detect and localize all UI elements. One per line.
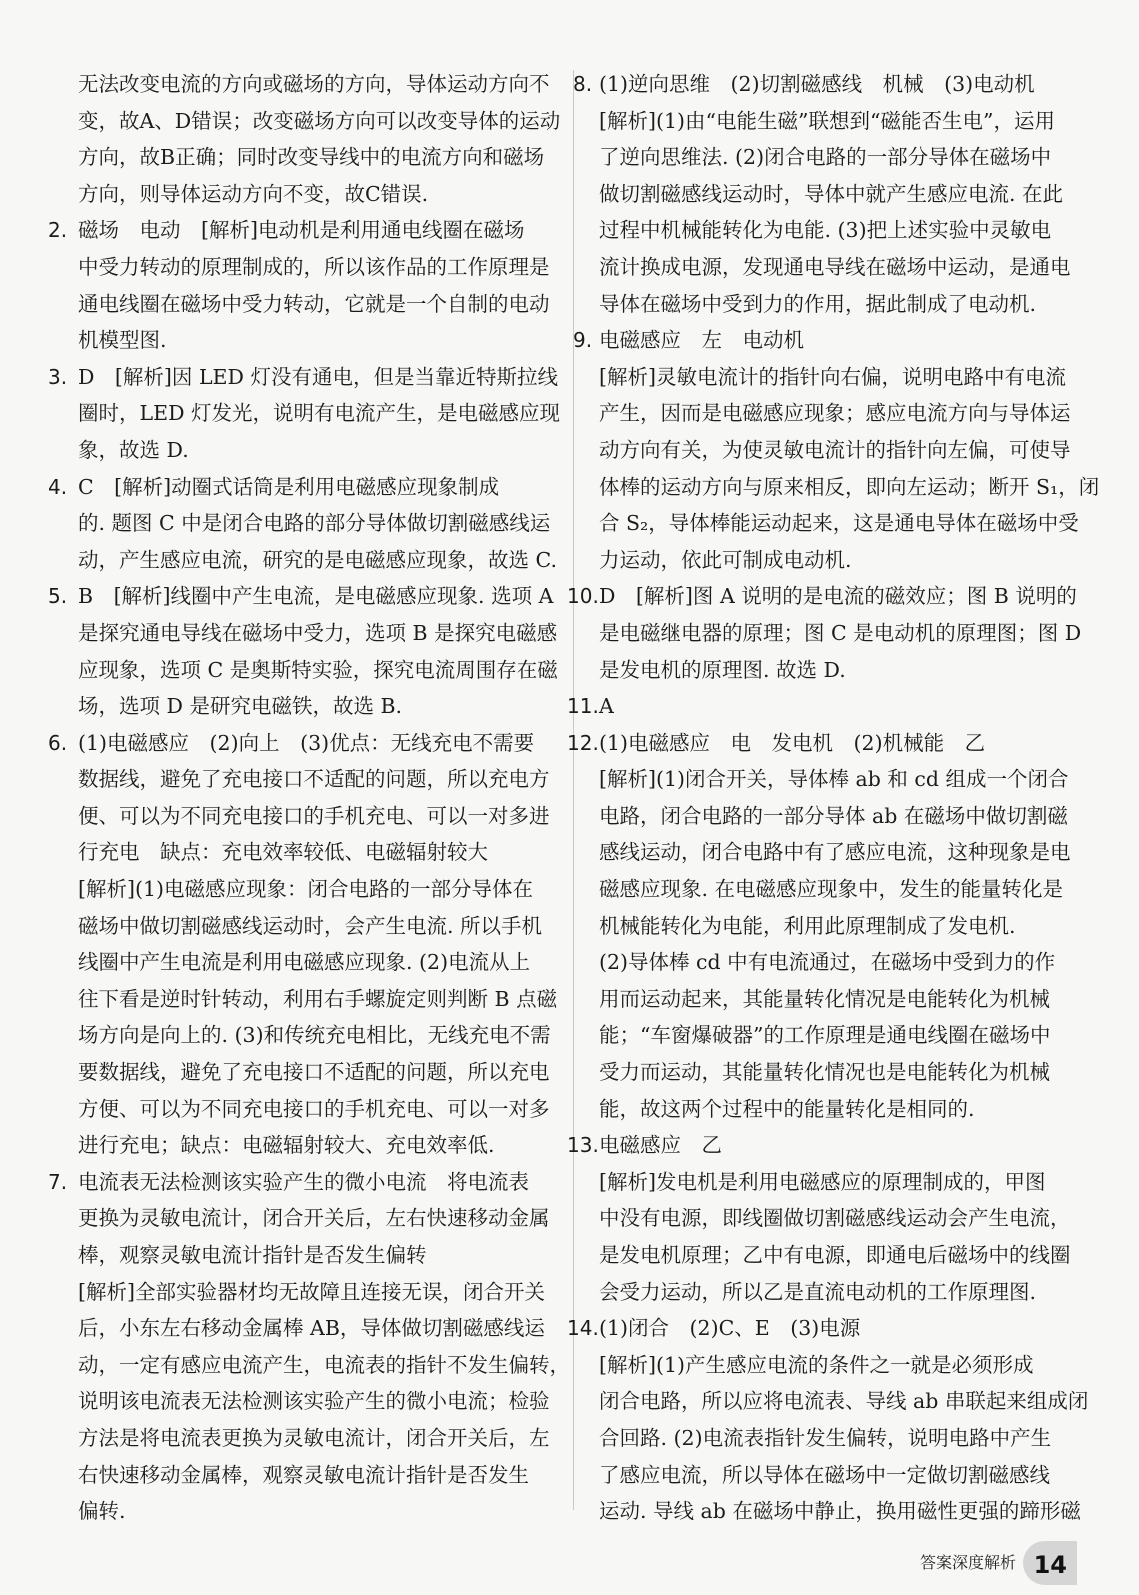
answer-line: 磁场 电动 [解析]电动机是利用通电线圈在磁场 (78, 218, 525, 243)
answer-item (567, 1127, 1071, 1310)
answer-number: 5. (48, 584, 68, 609)
answer-number: 14. (567, 1316, 599, 1341)
answer-line: 动，一定有感应电流产生，电流表的指针不发生偏转， (78, 1352, 570, 1377)
answer-line: 合 S₂，导体棒能运动起来，这是通电导体在磁场中受 (599, 511, 1079, 536)
answer-line: 是发电机的原理图. 故选 D. (599, 657, 846, 682)
answer-line: 受力而运动，其能量转化情况也是电能转化为机械 (599, 1060, 1050, 1085)
page-number: 14 (1033, 1551, 1067, 1579)
answer-line: 体棒的运动方向与原来相反，即向左运动；断开 S₁，闭 (599, 474, 1100, 499)
answer-line: 后，小东左右移动金属棒 AB，导体做切割磁感线运 (78, 1316, 545, 1341)
answer-line: 产生，因而是电磁感应现象；感应电流方向与导体运 (599, 401, 1071, 426)
answer-line: [解析]灵敏电流计的指针向右偏，说明电路中有电流 (599, 364, 1066, 389)
answer-line: 了感应电流，所以导体在磁场中一定做切割磁感线 (599, 1462, 1050, 1487)
answer-line: [解析]全部实验器材均无故障且连接无误，闭合开关 (78, 1279, 545, 1304)
answer-line: 电磁感应 乙 (599, 1133, 722, 1158)
answer-line: 动，产生感应电流，研究的是电磁感应现象，故选 C. (78, 547, 557, 572)
answer-line: 能；“车窗爆破器”的工作原理是通电线圈在磁场中 (599, 1023, 1051, 1048)
answer-item (48, 578, 566, 724)
answer-item (48, 1164, 570, 1530)
answer-line: 的. 题图 C 中是闭合电路的部分导体做切割磁感线运 (78, 511, 551, 536)
answer-line: (1)闭合 (2)C、E (3)电源 (599, 1316, 861, 1341)
answer-number: 13. (567, 1133, 599, 1158)
answer-line: 过程中机械能转化为电能. (3)把上述实验中灵敏电 (599, 218, 1052, 243)
answer-line: (2)导体棒 cd 中有电流通过，在磁场中受到力的作 (599, 950, 1056, 975)
answer-line: 场，选项 D 是研究电磁铁，故选 B. (78, 694, 403, 719)
footer-label: 答案深度解析 (919, 1553, 1016, 1572)
answer-line: [解析](1)闭合开关，导体棒 ab 和 cd 组成一个闭合 (599, 767, 1069, 792)
answer-line: 是电磁继电器的原理；图 C 是电动机的原理图；图 D (599, 620, 1082, 645)
answer-item (48, 359, 566, 469)
answer-line: 应现象，选项 C 是奥斯特实验，探究电流周围存在磁 (78, 657, 558, 682)
answer-line: 变，故A、D错误；改变磁场方向可以改变导体的运动 (78, 108, 561, 133)
answer-line: 行充电 缺点：充电效率较低、电磁辐射较大 (78, 840, 488, 865)
answer-number: 9. (573, 328, 593, 353)
answer-line: 闭合电路，所以应将电流表、导线 ab 串联起来组成闭 (599, 1389, 1089, 1414)
answer-item (573, 66, 1071, 322)
answer-line: 电路，闭合电路的一部分导体 ab 在磁场中做切割磁 (599, 803, 1068, 828)
answer-number: 11. (567, 694, 599, 719)
answer-line: 要数据线，避免了充电接口不适配的问题，所以充电 (78, 1060, 550, 1085)
answer-line: 了逆向思维法. (2)闭合电路的一部分导体在磁场中 (599, 145, 1052, 170)
answer-line: 方法是将电流表更换为灵敏电流计，闭合开关后，左 (78, 1425, 550, 1450)
answer-line: 是探究通电导线在磁场中受力，选项 B 是探究电磁感 (78, 620, 558, 645)
column-divider (573, 70, 574, 1510)
answer-item (567, 725, 1071, 1128)
answer-line: 电流表无法检测该实验产生的微小电流 将电流表 (78, 1169, 529, 1194)
answer-number: 6. (48, 730, 68, 755)
answer-line: (1)电磁感应 (2)向上 (3)优点：无线充电不需要 (78, 730, 535, 755)
answer-item (567, 1310, 1089, 1530)
answer-line: [解析](1)电磁感应现象：闭合电路的一部分导体在 (78, 877, 534, 902)
answer-line: 棒，观察灵敏电流计指针是否发生偏转 (78, 1243, 427, 1267)
answer-item (48, 212, 566, 358)
answer-line: (1)逆向思维 (2)切割磁感线 机械 (3)电动机 (599, 72, 1035, 96)
answer-line: 无法改变电流的方向或磁场的方向，导体运动方向不 (78, 72, 550, 96)
answer-line: 说明该电流表无法检测该实验产生的微小电流；检验 (78, 1389, 550, 1414)
answer-line: 会受力运动，所以乙是直流电动机的工作原理图. (599, 1279, 1037, 1304)
left-column (48, 66, 570, 1530)
answer-line: D [解析]因 LED 灯没有通电，但是当靠近特斯拉线 (78, 364, 558, 389)
answer-line: 方向，故B正确；同时改变导线中的电流方向和磁场 (78, 145, 545, 170)
answer-line: 是发电机原理；乙中有电源，即通电后磁场中的线圈 (599, 1243, 1071, 1267)
answer-line: 便、可以为不同充电接口的手机充电、可以一对多进 (78, 803, 550, 828)
answer-line: 感线运动，闭合电路中有了感应电流，这种现象是电 (599, 840, 1071, 865)
answer-line: 往下看是逆时针转动，利用右手螺旋定则判断 B 点磁 (78, 986, 558, 1011)
answer-number: 8. (573, 72, 593, 96)
answer-line: 机械能转化为电能，利用此原理制成了发电机. (599, 913, 1016, 938)
answer-line: 力运动，依此可制成电动机. (599, 547, 852, 572)
answer-line: 进行充电；缺点：电磁辐射较大、充电效率低. (78, 1133, 495, 1158)
answer-line: 方便、可以为不同充电接口的手机充电、可以一对多 (78, 1096, 550, 1121)
answer-number: 12. (567, 730, 599, 755)
answer-line: 流计换成电源，发现通电导线在磁场中运动，是通电 (599, 254, 1071, 279)
answer-number: 4. (48, 474, 68, 499)
answer-line: 通电线圈在磁场中受力转动，它就是一个自制的电动 (78, 291, 550, 316)
answer-line: 电磁感应 左 电动机 (599, 328, 804, 353)
answer-line: D [解析]图 A 说明的是电流的磁效应；图 B 说明的 (599, 584, 1077, 609)
answer-number: 2. (48, 218, 68, 243)
answer-line: 数据线，避免了充电接口不适配的问题，所以充电方 (78, 767, 550, 792)
answer-line: 合回路. (2)电流表指针发生偏转，说明电路中产生 (599, 1425, 1052, 1450)
answer-line: 偏转. (78, 1499, 126, 1524)
answer-line: 右快速移动金属棒，观察灵敏电流计指针是否发生 (78, 1462, 529, 1487)
answer-item (567, 578, 1082, 688)
answer-line: [解析](1)产生感应电流的条件之一就是必须形成 (599, 1352, 1034, 1377)
answer-line: 圈时，LED 灯发光，说明有电流产生，是电磁感应现 (78, 401, 561, 426)
answer-item (573, 322, 1100, 578)
answer-number: 10. (567, 584, 599, 609)
answer-line: [解析]发电机是利用电磁感应的原理制成的，甲图 (599, 1169, 1046, 1194)
answer-item (567, 688, 1069, 725)
answer-line: 磁场中做切割磁感线运动时，会产生电流. 所以手机 (78, 913, 543, 938)
answer-line: 动方向有关，为使灵敏电流计的指针向左偏，可使导 (599, 437, 1071, 462)
right-column (567, 66, 1100, 1530)
answer-line: 线圈中产生电流是利用电磁感应现象. (2)电流从上 (78, 950, 531, 975)
answer-line: 场方向是向上的. (3)和传统充电相比，无线充电不需 (78, 1023, 551, 1048)
answer-line: [解析](1)由“电能生磁”联想到“磁能否生电”，运用 (599, 108, 1055, 133)
answer-line: C [解析]动圈式话筒是利用电磁感应现象制成 (78, 474, 500, 499)
answer-item (48, 469, 566, 579)
answer-line: 做切割磁感线运动时，导体中就产生感应电流. 在此 (599, 181, 1064, 206)
answer-number: 7. (48, 1169, 68, 1194)
answer-line: (1)电磁感应 电 发电机 (2)机械能 乙 (599, 730, 986, 755)
answer-item (78, 66, 566, 212)
answer-line: 象，故选 D. (78, 437, 189, 462)
answer-line: A (599, 694, 614, 719)
answer-line: 中没有电源，即线圈做切割磁感线运动会产生电流， (599, 1206, 1071, 1231)
answer-line: 用而运动起来，其能量转化情况是电能转化为机械 (599, 986, 1050, 1011)
answer-line: 更换为灵敏电流计，闭合开关后，左右快速移动金属 (78, 1206, 550, 1231)
answer-line: 机模型图. (78, 328, 167, 353)
answer-number: 3. (48, 364, 68, 389)
answer-line: 中受力转动的原理制成的，所以该作品的工作原理是 (78, 254, 550, 279)
answer-line: 方向，则导体运动方向不变，故C错误. (78, 181, 429, 206)
answer-line: B [解析]线圈中产生电流，是电磁感应现象. 选项 A (78, 584, 554, 609)
answer-line: 磁感应现象. 在电磁感应现象中，发生的能量转化是 (599, 877, 1064, 902)
answer-line: 能，故这两个过程中的能量转化是相同的. (599, 1096, 975, 1121)
answer-item (48, 725, 566, 1164)
answer-line: 导体在磁场中受到力的作用，据此制成了电动机. (599, 291, 1037, 316)
answer-line: 运动. 导线 ab 在磁场中静止，换用磁性更强的蹄形磁 (599, 1499, 1081, 1524)
